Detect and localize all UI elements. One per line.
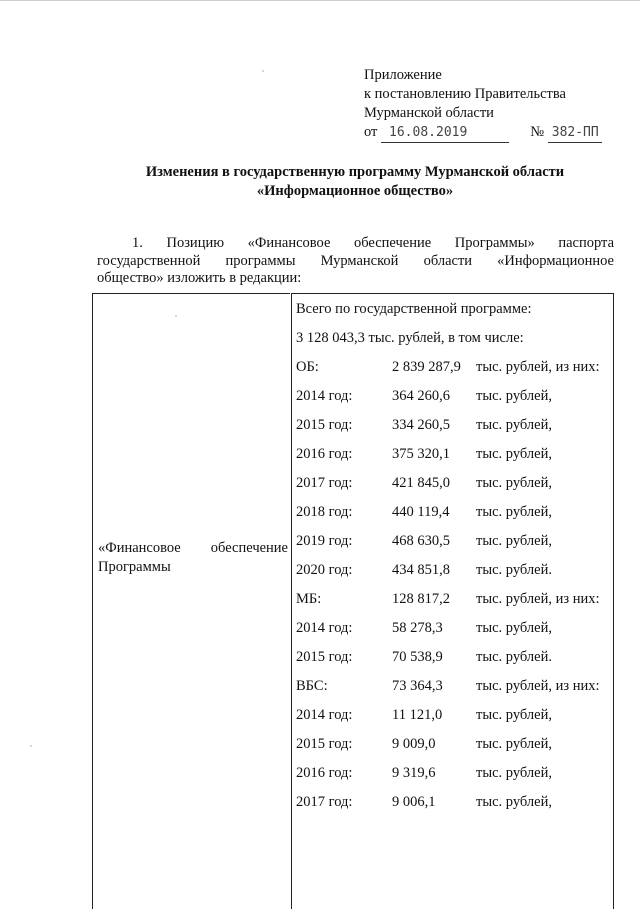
row-unit: тыс. рублей, из них: <box>476 678 600 694</box>
scan-speck <box>175 315 177 317</box>
row-amount: 9 009,0 <box>392 736 436 752</box>
row-unit: тыс. рублей, <box>476 475 552 491</box>
title-line-1: Изменения в государственную программу Мурманской области <box>145 164 565 180</box>
row-label: ОБ: <box>296 359 319 375</box>
row-amount: 58 278,3 <box>392 620 443 636</box>
row-amount: 9 319,6 <box>392 765 436 781</box>
row-unit: тыс. рублей, <box>476 388 552 404</box>
annex-line-1: Приложение <box>364 67 442 83</box>
paragraph-1 <box>97 235 614 288</box>
row-unit: тыс. рублей, <box>476 794 552 810</box>
table-left-label <box>98 539 288 577</box>
row-unit: тыс. рублей, <box>476 504 552 520</box>
row-label: 2020 год: <box>296 562 353 578</box>
row-amount: 375 320,1 <box>392 446 450 462</box>
row-label: 2016 год: <box>296 446 353 462</box>
row-label: 2015 год: <box>296 417 353 433</box>
annex-line-2: к постановлению Правительства <box>364 86 566 102</box>
row-amount: 9 006,1 <box>392 794 436 810</box>
row-amount: 70 538,9 <box>392 649 443 665</box>
left-label-line-1: «Финансовое обеспечение <box>98 540 288 556</box>
annex-number-label: № <box>530 124 545 140</box>
financing-header-line-1: Всего по государственной программе: <box>296 301 532 317</box>
row-amount: 73 364,3 <box>392 678 443 694</box>
row-unit: тыс. рублей, <box>476 533 552 549</box>
paragraph-line-3: общество» изложить в редакции: <box>97 270 302 286</box>
scan-speck <box>262 70 264 72</box>
row-label: 2014 год: <box>296 388 353 404</box>
title-line-2: «Информационное общество» <box>256 183 454 199</box>
row-label: 2019 год: <box>296 533 353 549</box>
row-label: ВБС: <box>296 678 328 694</box>
row-amount: 128 817,2 <box>392 591 450 607</box>
row-unit: тыс. рублей. <box>476 649 552 665</box>
paragraph-line-2: государственной программы Мурманской области «Информационное <box>97 252 614 269</box>
document-title <box>100 163 610 201</box>
row-amount: 364 260,6 <box>392 388 450 404</box>
row-label: 2018 год: <box>296 504 353 520</box>
scan-edge-line <box>0 0 640 1</box>
row-unit: тыс. рублей, из них: <box>476 591 600 607</box>
row-amount: 334 260,5 <box>392 417 450 433</box>
row-unit: тыс. рублей, <box>476 765 552 781</box>
row-unit: тыс. рублей, <box>476 446 552 462</box>
row-label: 2014 год: <box>296 707 353 723</box>
annex-block <box>364 66 602 143</box>
row-label: 2017 год: <box>296 794 353 810</box>
annex-date: 16.08.2019 <box>381 123 509 143</box>
row-label: 2015 год: <box>296 649 353 665</box>
row-unit: тыс. рублей, <box>476 736 552 752</box>
row-label: 2015 год: <box>296 736 353 752</box>
row-amount: 2 839 287,9 <box>392 359 461 375</box>
annex-number: 382-ПП <box>548 123 602 143</box>
financing-header-line-2: 3 128 043,3 тыс. рублей, в том числе: <box>296 330 524 346</box>
row-unit: тыс. рублей, из них: <box>476 359 600 375</box>
annex-date-number-line <box>364 123 602 143</box>
row-unit: тыс. рублей, <box>476 620 552 636</box>
row-unit: тыс. рублей, <box>476 707 552 723</box>
row-amount: 434 851,8 <box>392 562 450 578</box>
table-left-column <box>92 293 290 909</box>
row-label: 2016 год: <box>296 765 353 781</box>
row-label: 2014 год: <box>296 620 353 636</box>
scan-speck <box>30 745 32 747</box>
row-label: МБ: <box>296 591 322 607</box>
row-unit: тыс. рублей, <box>476 417 552 433</box>
annex-from-label: от <box>364 124 378 140</box>
row-unit: тыс. рублей. <box>476 562 552 578</box>
row-amount: 421 845,0 <box>392 475 450 491</box>
annex-line-3: Мурманской области <box>364 105 494 121</box>
row-amount: 440 119,4 <box>392 504 450 520</box>
left-label-line-2: Программы <box>98 559 171 575</box>
paragraph-line-1: 1. Позицию «Финансовое обеспечение Программы» паспорта <box>132 235 614 251</box>
row-amount: 468 630,5 <box>392 533 450 549</box>
row-label: 2017 год: <box>296 475 353 491</box>
row-amount: 11 121,0 <box>392 707 443 723</box>
